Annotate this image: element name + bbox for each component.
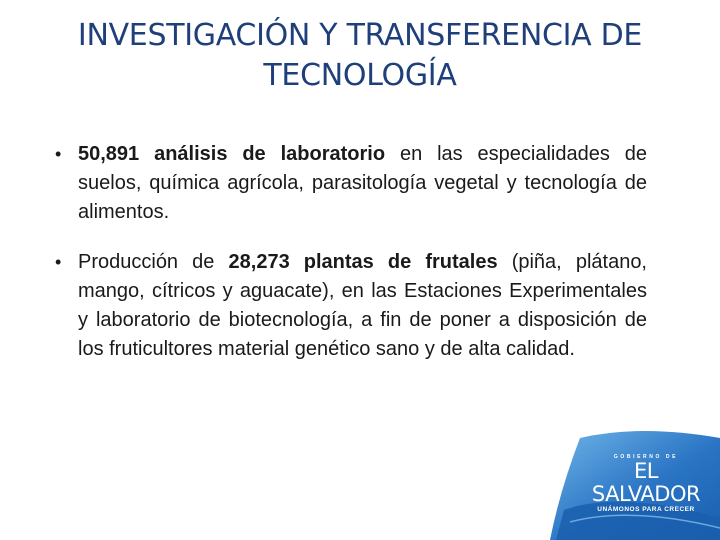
title-line-1: INVESTIGACIÓN Y TRANSFERENCIA DE <box>77 18 643 53</box>
bullet-list <box>55 140 647 364</box>
government-logo <box>550 430 720 540</box>
bullet-dot-icon: • <box>55 144 62 164</box>
bullet-item-lab-analyses <box>55 140 647 227</box>
logo-text <box>590 454 702 514</box>
bullet-bold-lead: 50,891 análisis de laboratorio <box>78 143 386 165</box>
title-line-2: TECNOLOGÍA <box>263 58 457 93</box>
bullet-item-fruit-plants <box>55 248 647 364</box>
logo-line-el-salvador: EL SALVADOR <box>591 459 701 506</box>
bullet-bold: 28,273 plantas de frutales <box>228 251 498 273</box>
bullet-rest: en las especialidades de suelos, química agrícola, parasitología vegetal y tecnología de alimentos. <box>78 143 648 223</box>
bullet-post: (piña, plátano, mango, cítricos y aguacate), en las Estaciones Experimentales y laboratorio de biotecnología, a fin de poner a disposición de los fruticultores material genético sano y de alta calidad. <box>78 251 647 360</box>
logo-line-gobierno: GOBIERNO DE <box>613 454 679 460</box>
bullet-text <box>78 140 647 227</box>
logo-line-slogan: UNÁMONOS PARA CRECER <box>597 506 695 513</box>
bullet-text <box>78 248 647 364</box>
bullet-dot-icon: • <box>55 252 62 272</box>
bullet-pre: Producción de <box>78 251 229 273</box>
slide-title <box>40 16 680 96</box>
